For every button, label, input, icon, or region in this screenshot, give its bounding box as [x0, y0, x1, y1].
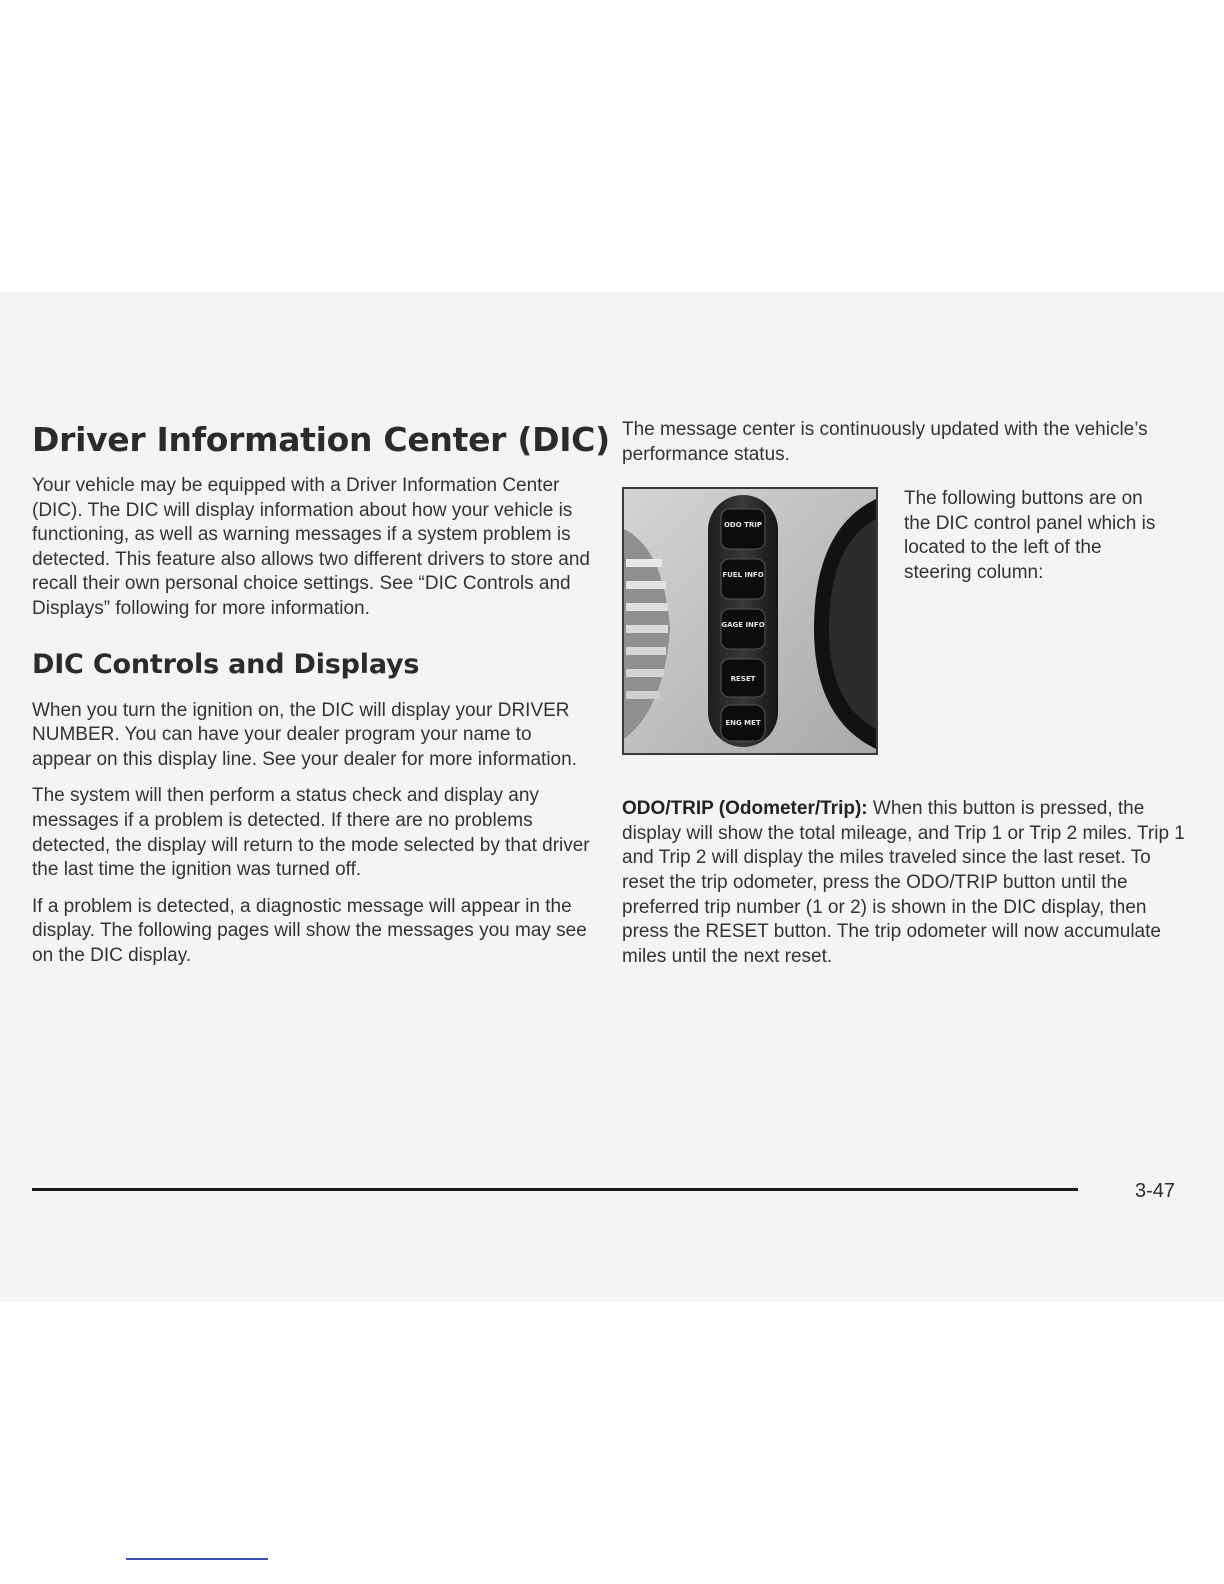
dic-control-panel-photo — [622, 487, 878, 755]
right-column — [622, 418, 1192, 969]
driver-number-paragraph: When you turn the ignition on, the DIC will display your DRIVER NUMBER. You can have your dealer program your name to appear on this display line. See your dealer for more information. — [32, 699, 577, 770]
subsection-title: DIC Controls and Displays — [32, 648, 420, 680]
page-number: 3-47 — [1135, 1180, 1176, 1202]
diagnostic-message-paragraph: If a problem is detected, a diagnostic message will appear in the display. The following pages will show the messages you may see on the DIC display. — [32, 895, 587, 966]
footer-rule — [32, 1188, 1078, 1191]
dic-panel-illustration — [624, 489, 876, 753]
button-label-eng: ENG MET — [725, 719, 761, 728]
button-label-reset: RESET — [730, 675, 756, 684]
figure-row — [622, 487, 1192, 759]
message-center-paragraph: The message center is continuously updated with the vehicle’s performance status. — [622, 419, 1148, 465]
button-label-gage: GAGE INFO — [721, 621, 765, 630]
button-label-odo: ODO TRIP — [723, 521, 763, 530]
odo-trip-paragraph — [622, 797, 1192, 969]
intro-paragraph: Your vehicle may be equipped with a Driver Information Center (DIC). The DIC will display information about how your vehicle is functioning, as well as warning messages if a system problem is detected. This feature also allows two different drivers to store and recall their own personal choice settings. See “DIC Controls and Displays” following for more information. — [32, 475, 590, 619]
odo-trip-description: When this button is pressed, the display will show the total mileage, and Trip 1 or Trip 2 miles. Trip 1 and Trip 2 will display the miles traveled since the last reset. To reset the trip odometer, press the ODO/TRIP button until the preferred trip number (1 or 2) is shown in the DIC display, then press the RESET button. The trip odometer will now accumulate miles until the next reset. — [622, 798, 1185, 967]
section-title: Driver Information Center (DIC) — [32, 420, 610, 459]
link-underline — [126, 1558, 268, 1560]
button-label-fuel: FUEL INFO — [722, 571, 764, 580]
odo-trip-label: ODO/TRIP (Odometer/Trip): — [622, 798, 868, 820]
status-check-paragraph: The system will then perform a status check and display any messages if a problem is detected. If there are no problems detected, the display will return to the mode selected by that driver the last time the ignition was turned off. — [32, 785, 590, 881]
buttons-location-text: The following buttons are on the DIC control panel which is located to the left of the steering column: — [904, 488, 1156, 583]
left-column — [32, 418, 610, 969]
